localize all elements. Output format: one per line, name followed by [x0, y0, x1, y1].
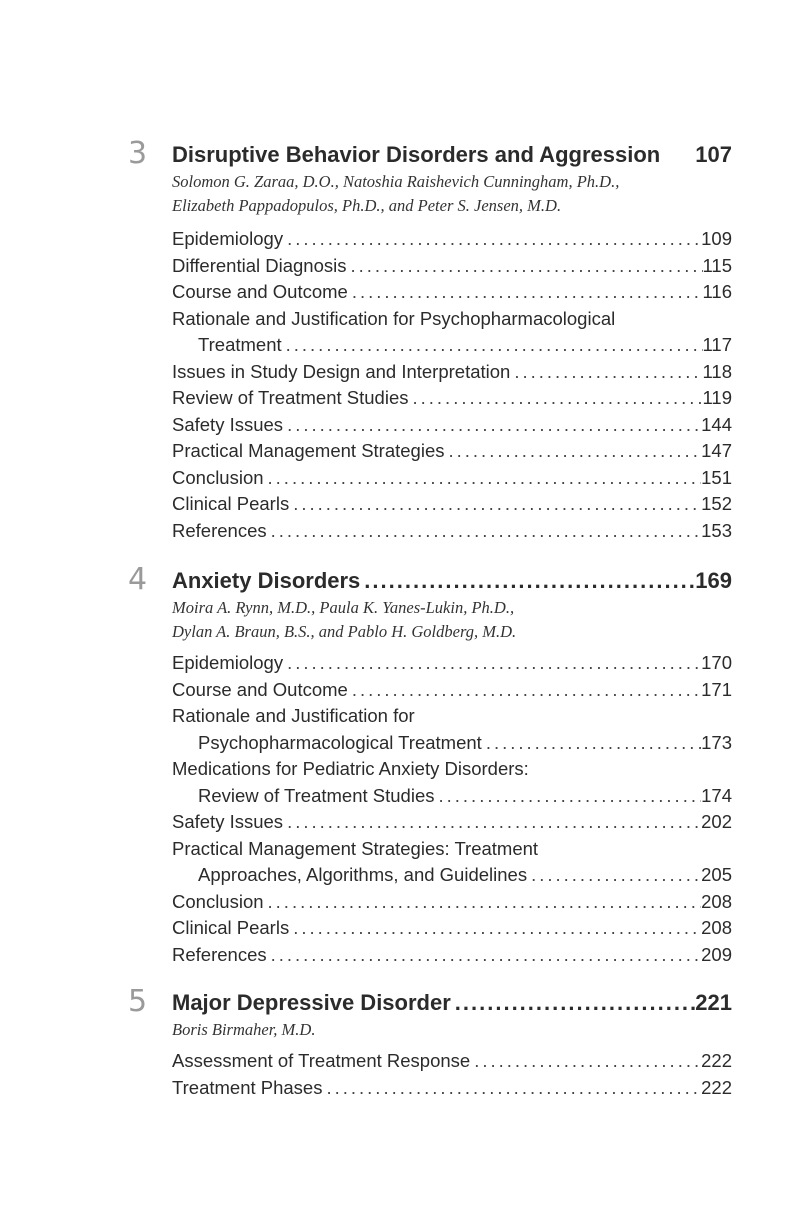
toc-entry: Epidemiology ..... 109 — [172, 226, 732, 253]
toc-entry: Course and Outcome ..... 116 — [172, 279, 732, 306]
chapter-authors — [172, 596, 742, 644]
chapter-number: 4 — [128, 562, 148, 597]
toc-entry: Review of Treatment Studies ..... 174 — [172, 783, 732, 810]
toc-entry: Treatment ..... 117 — [172, 332, 732, 359]
toc-entry: Safety Issues ..... 144 — [172, 412, 732, 439]
dot-leader — [360, 568, 695, 594]
author-line: Dylan A. Braun, B.S., and Pablo H. Goldberg, M.D. — [172, 622, 517, 641]
chapter-title-row — [172, 990, 732, 1016]
dot-leader — [451, 990, 696, 1016]
toc-entry: Assessment of Treatment Response ..... 222 — [172, 1048, 732, 1075]
toc-entry: Course and Outcome ..... 171 — [172, 677, 732, 704]
toc-entry: Approaches, Algorithms, and Guidelines ..... 205 — [172, 862, 732, 889]
chapter-title: Anxiety Disorders — [172, 568, 361, 593]
toc-entry: Clinical Pearls ..... 152 — [172, 491, 732, 518]
chapter-title-row — [172, 142, 732, 168]
author-line: Elizabeth Pappadopulos, Ph.D., and Peter S. Jensen, M.D. — [172, 196, 562, 215]
entry-list — [172, 650, 732, 968]
chapter-authors — [172, 170, 742, 218]
toc-entry: Rationale and Justification for Psychopharmacological — [172, 307, 616, 329]
author-line: Solomon G. Zaraa, D.O., Natoshia Raishevich Cunningham, Ph.D., — [172, 172, 620, 191]
toc-entry: Issues in Study Design and Interpretation ..... 118 — [172, 359, 732, 386]
author-line: Boris Birmaher, M.D. — [172, 1020, 316, 1039]
toc-entry: Clinical Pearls ..... 208 — [172, 915, 732, 942]
chapter-number: 3 — [128, 136, 148, 171]
toc-entry: Epidemiology ..... 170 — [172, 650, 732, 677]
toc-entry: Safety Issues ..... 202 — [172, 809, 732, 836]
chapter-authors — [172, 1018, 742, 1042]
entry-list — [172, 226, 732, 544]
toc-entry: Differential Diagnosis ..... 115 — [172, 253, 732, 280]
toc-entry: Medications for Pediatric Anxiety Disorders: — [172, 758, 529, 779]
toc-entry: References ..... 209 — [172, 942, 732, 969]
chapter-page: 107 — [695, 142, 732, 167]
chapter-title: Disruptive Behavior Disorders and Aggression — [172, 142, 661, 167]
entry-list — [172, 1048, 732, 1101]
toc-entry: Treatment Phases ..... 222 — [172, 1075, 732, 1102]
chapter-title-row — [172, 568, 732, 594]
toc-entry: Practical Management Strategies ..... 147 — [172, 438, 732, 465]
toc-entry: Review of Treatment Studies ..... 119 — [172, 385, 732, 412]
chapter-page: 221 — [695, 990, 732, 1015]
toc-entry: Rationale and Justification for — [172, 705, 415, 726]
chapter-page: 169 — [695, 568, 732, 593]
toc-entry: Conclusion ..... 151 — [172, 465, 732, 492]
author-line: Moira A. Rynn, M.D., Paula K. Yanes-Lukin, Ph.D., — [172, 598, 515, 617]
toc-entry: Conclusion ..... 208 — [172, 889, 732, 916]
toc-entry: References ..... 153 — [172, 518, 732, 545]
toc-entry: Practical Management Strategies: Treatment — [172, 837, 539, 859]
toc-entry: Psychopharmacological Treatment ..... 173 — [172, 730, 732, 757]
chapter-number: 5 — [128, 984, 148, 1019]
chapter-title: Major Depressive Disorder — [172, 990, 451, 1015]
